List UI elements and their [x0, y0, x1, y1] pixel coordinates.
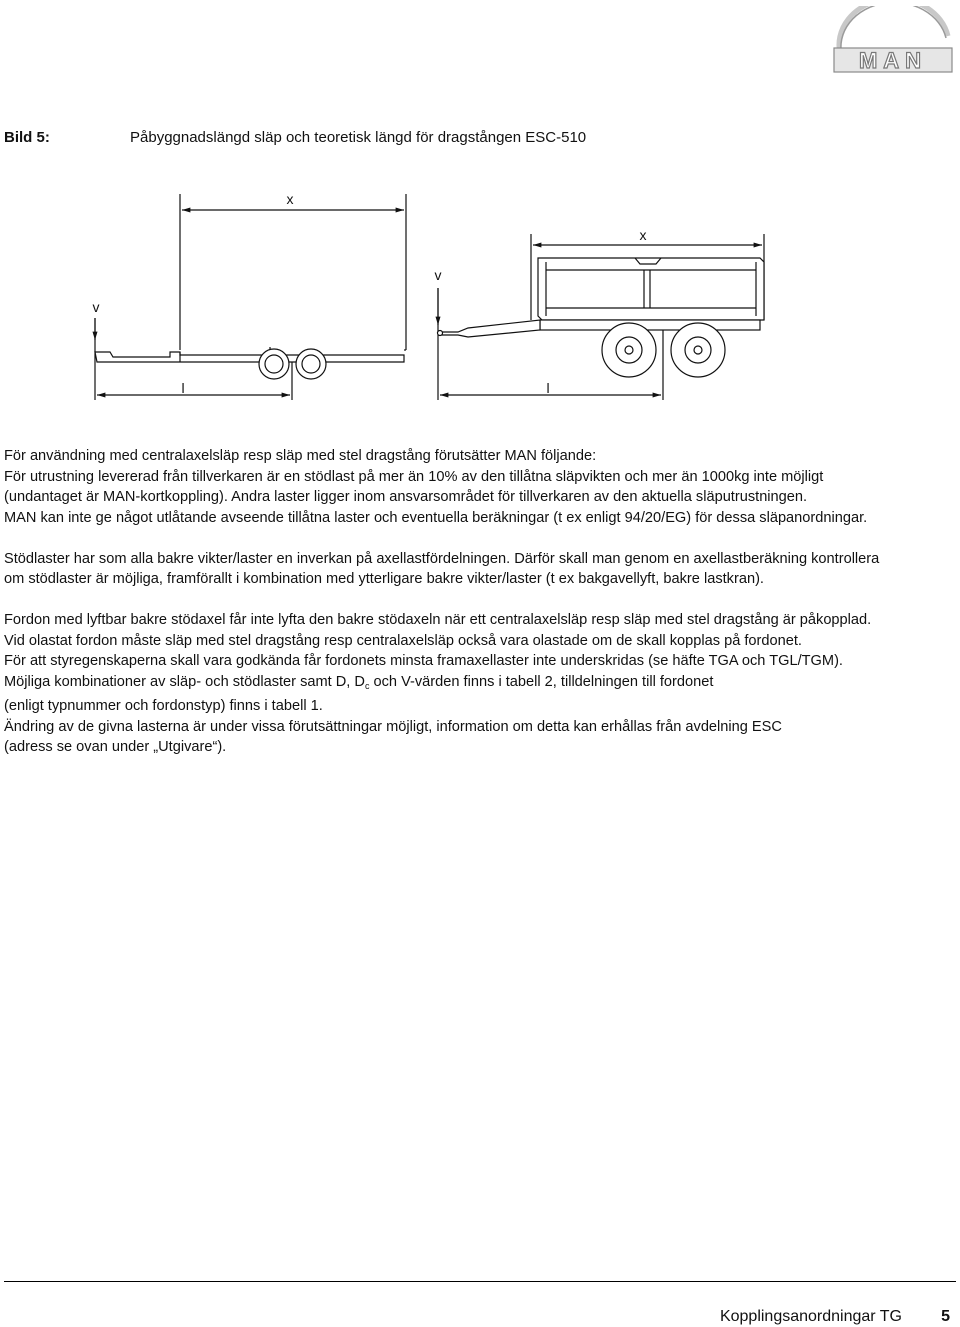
dimension-x-right: x	[639, 227, 647, 243]
subscript-c: c	[364, 680, 370, 691]
text-line: MAN kan inte ge något utlåtande avseende tillåtna laster och eventuella beräkningar (t ex enligt 94/20/EG) för dessa släpanordningar.	[4, 509, 868, 526]
paragraph-vehicle-rules	[4, 610, 956, 758]
text-line: Vid olastat fordon måste släp med stel dragstång resp centralaxelsläp också vara olastade om de skall kopplas på fordonet.	[4, 632, 802, 649]
text-segment: Möjliga kombinationer av släp- och stödlaster samt D, D	[4, 673, 365, 690]
body-text	[4, 446, 956, 758]
text-line: För att styregenskaperna skall vara godkända får fordonets minsta framaxellaster inte underskridas (se häfte TGA och TGL/TGM).	[4, 653, 843, 669]
dimension-v-left: v	[92, 299, 100, 315]
dimension-l-right: l	[546, 380, 550, 396]
page-number: 5	[941, 1308, 950, 1325]
text-line: Stödlaster har som alla bakre vikter/laster en inverkan på axellastfördelningen. Därför skall man genom en axellastberäkning kontrollera	[4, 550, 880, 567]
svg-text:MAN: MAN	[858, 48, 928, 73]
text-line: För användning med centralaxelsläp resp släp med stel dragstång förutsätter MAN följande:	[4, 448, 597, 464]
left-trailer	[92, 194, 406, 400]
dimension-x-left: x	[286, 191, 294, 207]
footer-section-title: Kopplingsanordningar TG	[719, 1308, 902, 1325]
trailer-diagram	[0, 180, 960, 410]
right-trailer	[438, 234, 765, 400]
paragraph-support-loads	[4, 549, 956, 590]
text-line: Fordon med lyftbar bakre stödaxel får inte lyfta den bakre stödaxeln när ett centralaxelsläp resp släp med stel dragstång är påkopplad.	[4, 612, 872, 628]
figure-label: Bild 5:	[4, 129, 50, 146]
man-logo	[828, 6, 956, 74]
text-line: om stödlaster är möjliga, framförallt i kombination med ytterligare bakre vikter/laster (t ex bakgavellyft, bakre lastkran).	[4, 571, 764, 587]
text-line: (enligt typnummer och fordonstyp) finns i tabell 1.	[4, 698, 323, 714]
dimension-l-left: l	[181, 380, 185, 396]
footer-divider	[4, 1281, 956, 1282]
text-line: För utrustning levererad från tillverkaren är en stödlast på mer än 10% av den tillåtna släpvikten och mer än 1000kg inte möjligt	[4, 468, 824, 485]
text-line-combinations	[4, 672, 956, 697]
text-line: Ändring av de givna lasterna är under vissa förutsättningar möjligt, information om detta kan erhållas från avdelning ESC	[4, 718, 782, 735]
text-segment: och V-värden finns i tabell 2, tilldelningen till fordonet	[369, 673, 714, 690]
figure-title: Påbyggnadslängd släp och teoretisk längd för dragstången ESC-510	[130, 129, 587, 146]
text-line: (adress se ovan under „Utgivare“).	[4, 739, 227, 755]
paragraph-requirements	[4, 446, 956, 528]
dimension-v-right: v	[434, 267, 442, 283]
text-line: (undantaget är MAN-kortkoppling). Andra laster ligger inom ansvarsområdet för tillverkaren av den aktuella släputrustningen.	[4, 489, 808, 505]
